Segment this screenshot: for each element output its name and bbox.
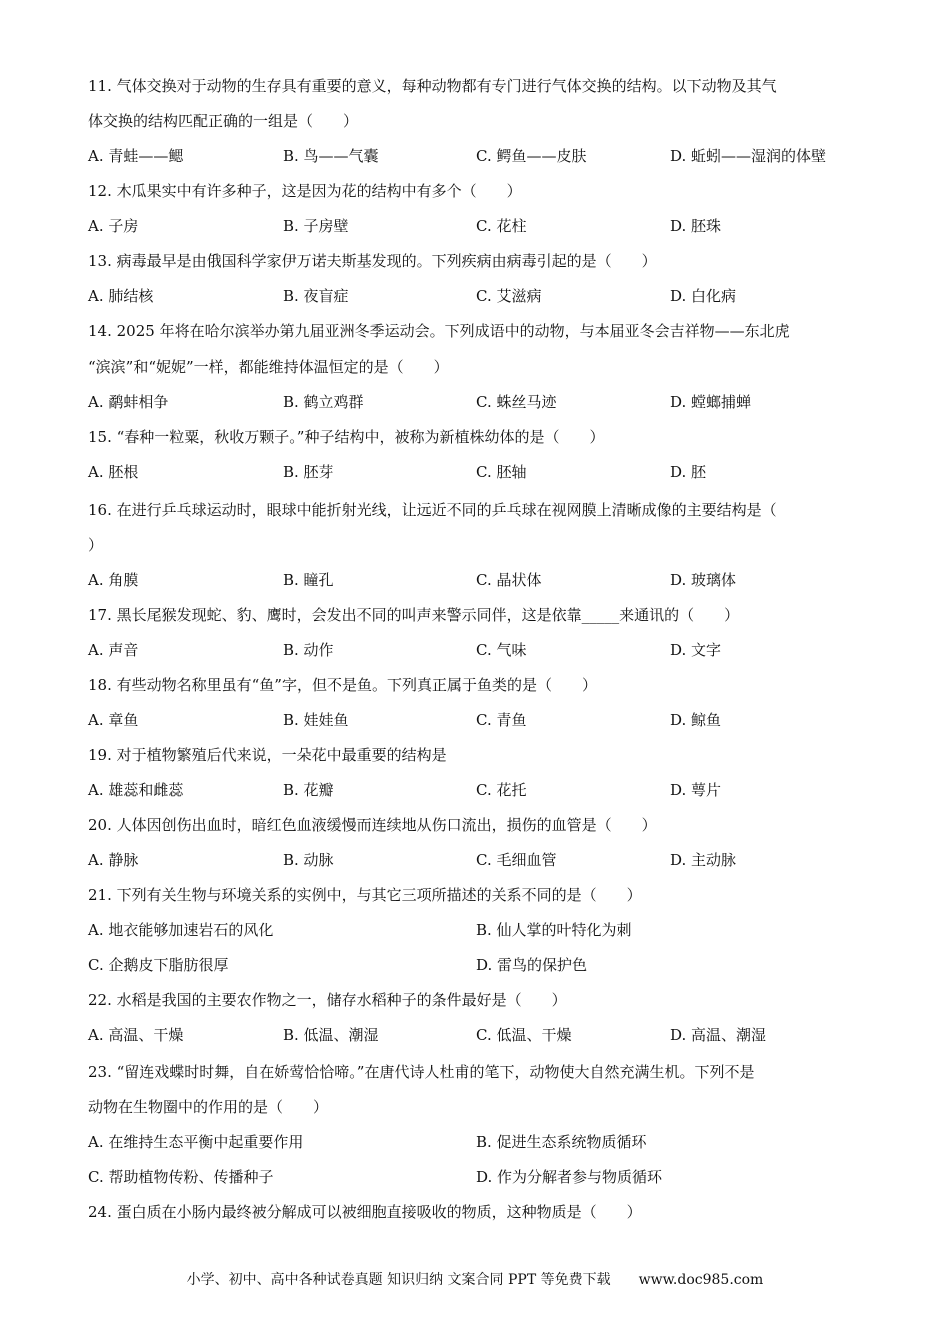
- question-stem: 23. “留连戏蝶时时舞，自在娇莺恰恰啼。”在唐代诗人杜甫的笔下，动物使大自然充满生机。下列不是: [88, 1063, 755, 1081]
- answer-option: B. 鹤立鸡群: [283, 393, 364, 411]
- option-row: [88, 1132, 878, 1152]
- question-stem: 22. 水稻是我国的主要农作物之一，储存水稻种子的条件最好是（ ）: [88, 991, 567, 1009]
- answer-option: C. 低温、干燥: [476, 1026, 572, 1044]
- question-stem: 20. 人体因创伤出血时，暗红色血液缓慢而连续地从伤口流出，损伤的血管是（ ）: [88, 816, 657, 834]
- answer-option: D. 鲸鱼: [670, 711, 722, 729]
- answer-option: D. 高温、潮湿: [670, 1026, 767, 1044]
- answer-option: C. 花柱: [476, 217, 527, 235]
- option-row: [88, 392, 878, 412]
- option-row: [88, 570, 878, 590]
- option-row: [88, 780, 878, 800]
- option-row: [88, 286, 878, 306]
- answer-option: C. 毛细血管: [476, 851, 557, 869]
- answer-option: D. 胚珠: [670, 217, 722, 235]
- question-stem: 19. 对于植物繁殖后代来说，一朵花中最重要的结构是: [88, 746, 447, 764]
- question-stem: 11. 气体交换对于动物的生存具有重要的意义，每种动物都有专门进行气体交换的结构。以下动物及其气: [88, 77, 777, 95]
- option-row: [88, 850, 878, 870]
- option-row: [88, 955, 878, 975]
- answer-option: B. 夜盲症: [283, 287, 349, 305]
- answer-option: A. 鹬蚌相争: [88, 393, 169, 411]
- option-row: [88, 216, 878, 236]
- answer-option: A. 子房: [88, 217, 139, 235]
- answer-option: A. 静脉: [88, 851, 139, 869]
- answer-option: B. 花瓣: [283, 781, 334, 799]
- answer-option: C. 艾滋病: [476, 287, 542, 305]
- answer-option: D. 主动脉: [670, 851, 737, 869]
- question-stem: 17. 黑长尾猴发现蛇、豹、鹰时，会发出不同的叫声来警示同伴，这是依靠_____来通讯的（ ）: [88, 606, 740, 624]
- answer-option: D. 作为分解者参与物质循环: [476, 1168, 663, 1186]
- answer-option: A. 章鱼: [88, 711, 139, 729]
- question-stem: 14. 2025 年将在哈尔滨举办第九届亚洲冬季运动会。下列成语中的动物，与本届亚冬会吉祥物——东北虎: [88, 322, 790, 340]
- answer-option: C. 气味: [476, 641, 527, 659]
- answer-option: B. 促进生态系统物质循环: [476, 1133, 647, 1151]
- answer-option: A. 青蛙——鳃: [88, 147, 184, 165]
- answer-option: C. 企鹅皮下脂肪很厚: [88, 956, 229, 974]
- option-row: [88, 920, 878, 940]
- answer-option: C. 帮助植物传粉、传播种子: [88, 1168, 274, 1186]
- answer-option: A. 角膜: [88, 571, 139, 589]
- answer-option: A. 高温、干燥: [88, 1026, 184, 1044]
- answer-option: C. 晶状体: [476, 571, 542, 589]
- answer-option: B. 娃娃鱼: [283, 711, 349, 729]
- question-stem: 15. “春种一粒粟，秋收万颗子。”种子结构中，被称为新植株幼体的是（ ）: [88, 428, 605, 446]
- answer-option: D. 雷鸟的保护色: [476, 956, 588, 974]
- answer-option: B. 鸟——气囊: [283, 147, 379, 165]
- question-stem: 24. 蛋白质在小肠内最终被分解成可以被细胞直接吸收的物质，这种物质是（ ）: [88, 1203, 642, 1221]
- option-row: [88, 462, 878, 482]
- answer-option: B. 子房壁: [283, 217, 349, 235]
- answer-option: B. 低温、潮湿: [283, 1026, 379, 1044]
- option-row: [88, 1025, 878, 1045]
- answer-option: D. 玻璃体: [670, 571, 737, 589]
- answer-option: C. 蛛丝马迹: [476, 393, 557, 411]
- question-stem-continued: “滨滨”和“妮妮”一样，都能维持体温恒定的是（ ）: [88, 358, 449, 376]
- question-stem-continued: 动物在生物圈中的作用的是（ ）: [88, 1098, 329, 1116]
- answer-option: A. 胚根: [88, 463, 139, 481]
- question-stem: 12. 木瓜果实中有许多种子，这是因为花的结构中有多个（ ）: [88, 182, 522, 200]
- option-row: [88, 640, 878, 660]
- option-row: [88, 146, 878, 166]
- answer-option: D. 胚: [670, 463, 707, 481]
- answer-option: A. 地衣能够加速岩石的风化: [88, 921, 274, 939]
- question-stem: 16. 在进行乒乓球运动时，眼球中能折射光线，让远近不同的乒乓球在视网膜上清晰成像的主要结构是（: [88, 501, 777, 519]
- question-stem: 13. 病毒最早是由俄国科学家伊万诺夫斯基发现的。下列疾病由病毒引起的是（ ）: [88, 252, 657, 270]
- answer-option: B. 仙人掌的叶特化为刺: [476, 921, 632, 939]
- answer-option: D. 文字: [670, 641, 722, 659]
- answer-option: C. 青鱼: [476, 711, 527, 729]
- question-stem-continued: ）: [88, 536, 104, 554]
- answer-option: A. 肺结核: [88, 287, 154, 305]
- answer-option: A. 在维持生态平衡中起重要作用: [88, 1133, 304, 1151]
- answer-option: C. 鳄鱼——皮肤: [476, 147, 587, 165]
- answer-option: A. 声音: [88, 641, 139, 659]
- answer-option: B. 胚芽: [283, 463, 334, 481]
- answer-option: D. 白化病: [670, 287, 737, 305]
- answer-option: B. 动作: [283, 641, 334, 659]
- answer-option: C. 花托: [476, 781, 527, 799]
- answer-option: B. 瞳孔: [283, 571, 334, 589]
- question-stem: 18. 有些动物名称里虽有“鱼”字，但不是鱼。下列真正属于鱼类的是（ ）: [88, 676, 597, 694]
- answer-option: A. 雄蕊和雌蕊: [88, 781, 184, 799]
- question-stem: 21. 下列有关生物与环境关系的实例中，与其它三项所描述的关系不同的是（ ）: [88, 886, 642, 904]
- answer-option: D. 蚯蚓——湿润的体壁: [670, 147, 827, 165]
- page-footer: 小学、初中、高中各种试卷真题 知识归纳 文案合同 PPT 等免费下载 www.doc985.com: [186, 1272, 764, 1288]
- answer-option: D. 萼片: [670, 781, 722, 799]
- option-row: [88, 710, 878, 730]
- option-row: [88, 1167, 878, 1187]
- answer-option: B. 动脉: [283, 851, 334, 869]
- question-stem-continued: 体交换的结构匹配正确的一组是（ ）: [88, 112, 359, 130]
- answer-option: D. 螳螂捕蝉: [670, 393, 752, 411]
- answer-option: C. 胚轴: [476, 463, 527, 481]
